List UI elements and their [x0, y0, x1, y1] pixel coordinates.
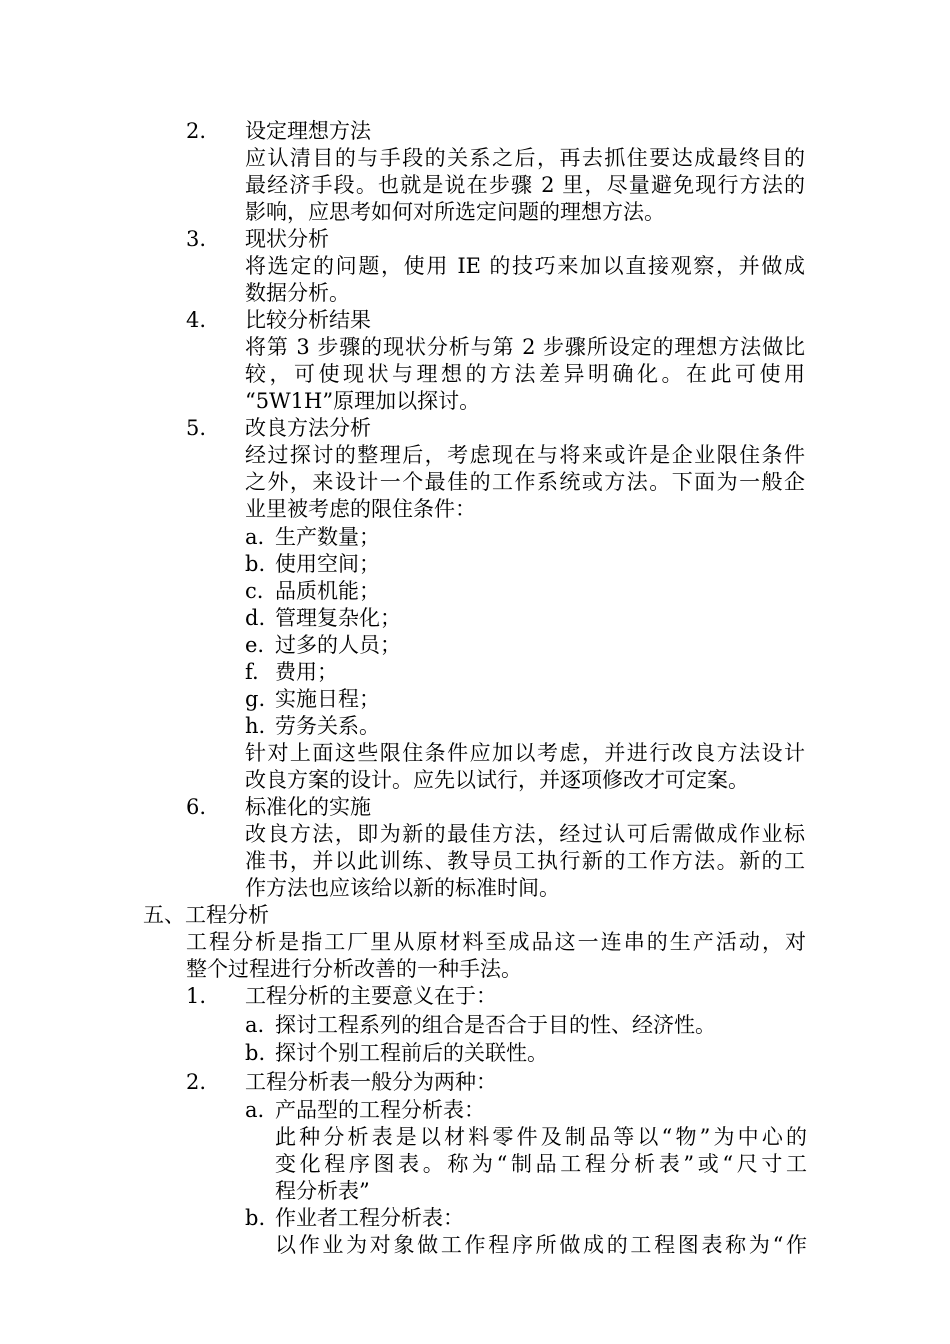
list-number: 2. — [186, 119, 207, 143]
paragraph-line: 影响，应思考如何对所选定问题的理想方法。 — [245, 200, 665, 224]
sub-item: 作业者工程分析表： — [275, 1206, 464, 1230]
list-number: 4. — [186, 308, 207, 332]
list-number: 5. — [186, 416, 207, 440]
section-heading: 五、工程分析 — [143, 903, 269, 927]
paragraph-line: 程分析表” — [275, 1179, 370, 1203]
list-item-title: 工程分析的主要意义在于： — [245, 984, 497, 1008]
sub-letter: c. — [245, 579, 264, 603]
constraint-item: 生产数量； — [275, 525, 380, 549]
paragraph-line: 以作业为对象做工作程序所做成的工程图表称为“作 — [275, 1233, 807, 1257]
paragraph-line: “5W1H”原理加以探讨。 — [245, 389, 481, 413]
sub-item: 探讨工程系列的组合是否合于目的性、经济性。 — [275, 1013, 716, 1037]
paragraph-line: 应认清目的与手段的关系之后，再去抓住要达成最终目的 — [245, 146, 805, 170]
paragraph-line: 最经济手段。也就是说在步骤 2 里，尽量避免现行方法的 — [245, 173, 805, 197]
paragraph-line: 整个过程进行分析改善的一种手法。 — [186, 957, 522, 981]
paragraph-line: 工程分析是指工厂里从原材料至成品这一连串的生产活动，对 — [186, 930, 806, 954]
sub-letter: h. — [245, 714, 266, 738]
list-number: 1. — [186, 984, 207, 1008]
constraint-item: 品质机能； — [275, 579, 380, 603]
sub-letter: a. — [245, 1098, 265, 1122]
sub-letter: d. — [245, 606, 266, 630]
sub-letter: a. — [245, 525, 265, 549]
sub-letter: g. — [245, 687, 266, 711]
constraint-item: 管理复杂化； — [275, 606, 401, 630]
list-item-title: 改良方法分析 — [245, 416, 371, 440]
paragraph-line: 改良方法，即为新的最佳方法，经过认可后需做成作业标 — [245, 822, 805, 846]
constraint-item: 劳务关系。 — [275, 714, 380, 738]
paragraph-line: 变化程序图表。称为“制品工程分析表”或“尺寸工 — [275, 1152, 807, 1176]
list-item-title: 工程分析表一般分为两种： — [245, 1070, 497, 1094]
sub-letter: a. — [245, 1013, 265, 1037]
sub-letter: f. — [245, 660, 259, 684]
list-number: 6. — [186, 795, 207, 819]
paragraph-line: 针对上面这些限住条件应加以考虑，并进行改良方法设计 — [245, 741, 805, 765]
paragraph-line: 将第 3 步骤的现状分析与第 2 步骤所设定的理想方法做比 — [245, 335, 805, 359]
list-number: 3. — [186, 227, 207, 251]
paragraph-line: 准书，并以此训练、教导员工执行新的工作方法。新的工 — [245, 849, 805, 873]
paragraph-line: 业里被考虑的限住条件： — [245, 497, 476, 521]
list-item-title: 比较分析结果 — [245, 308, 371, 332]
list-item-title: 现状分析 — [245, 227, 329, 251]
sub-letter: e. — [245, 633, 265, 657]
sub-letter: b. — [245, 552, 266, 576]
sub-item: 探讨个别工程前后的关联性。 — [275, 1041, 548, 1065]
paragraph-line: 作方法也应该给以新的标准时间。 — [245, 876, 560, 900]
constraint-item: 过多的人员； — [275, 633, 401, 657]
list-item-title: 标准化的实施 — [245, 795, 371, 819]
paragraph-line: 数据分析。 — [245, 281, 350, 305]
paragraph-line: 改良方案的设计。应先以试行，并逐项修改才可定案。 — [245, 768, 749, 792]
paragraph-line: 之外，来设计一个最佳的工作系统或方法。下面为一般企 — [245, 470, 805, 494]
list-number: 2. — [186, 1070, 207, 1094]
sub-letter: b. — [245, 1041, 266, 1065]
sub-letter: b. — [245, 1206, 266, 1230]
list-item-title: 设定理想方法 — [245, 119, 371, 143]
paragraph-line: 较，可使现状与理想的方法差异明确化。在此可使用 — [245, 362, 805, 386]
sub-item: 产品型的工程分析表： — [275, 1098, 485, 1122]
paragraph-line: 经过探讨的整理后，考虑现在与将来或许是企业限住条件 — [245, 443, 805, 467]
constraint-item: 使用空间； — [275, 552, 380, 576]
constraint-item: 费用； — [275, 660, 338, 684]
paragraph-line: 将选定的问题，使用 IE 的技巧来加以直接观察，并做成 — [245, 254, 805, 278]
paragraph-line: 此种分析表是以材料零件及制品等以“物”为中心的 — [275, 1125, 807, 1149]
constraint-item: 实施日程； — [275, 687, 380, 711]
